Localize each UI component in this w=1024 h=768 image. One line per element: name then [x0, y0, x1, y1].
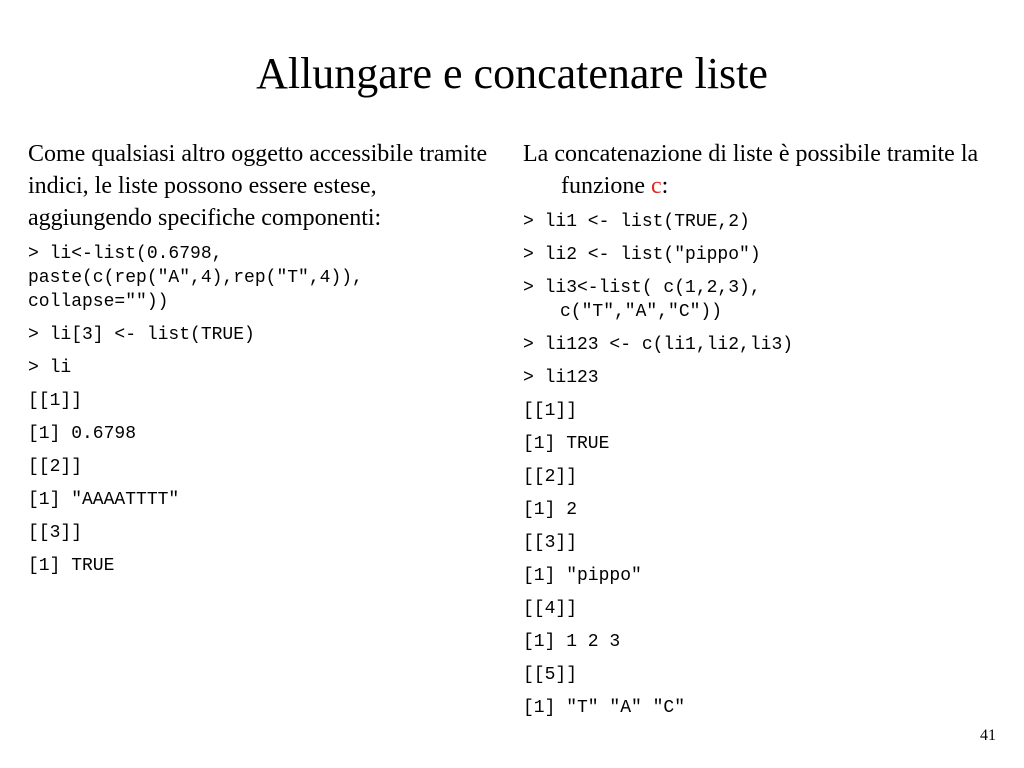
output-line: [1] "AAAATTTT"	[28, 490, 180, 510]
right-code-block	[523, 210, 1003, 720]
output-line: [[4]]	[523, 599, 578, 619]
code-line: > li3<-list( c(1,2,3), c("T","A","C"))	[523, 278, 772, 322]
code-line: > li123	[523, 368, 599, 388]
right-intro-text	[523, 138, 1003, 202]
output-line: [[2]]	[523, 467, 578, 487]
output-line: [[3]]	[523, 533, 578, 553]
code-line: > li2 <- list("pippo")	[523, 245, 761, 265]
left-code-block	[28, 242, 498, 578]
output-line: [1] TRUE	[523, 434, 610, 454]
right-column	[523, 138, 1003, 729]
output-line: [[1]]	[523, 401, 578, 421]
output-line: [1] "T" "A" "C"	[523, 698, 686, 718]
code-line: > li[3] <- list(TRUE)	[28, 325, 255, 345]
right-intro-colon: :	[661, 173, 669, 199]
code-line: > li1 <- list(TRUE,2)	[523, 212, 750, 232]
slide-title: Allungare e concatenare liste	[256, 49, 768, 98]
right-intro-main: La concatenazione di liste è possibile tramite la funzione	[523, 141, 979, 199]
code-line: > li	[28, 358, 72, 378]
output-line: [1] TRUE	[28, 556, 115, 576]
left-intro-text: Come qualsiasi altro oggetto accessibile tramite indici, le liste possono essere estese, aggiungendo specifiche componenti:	[28, 141, 488, 231]
left-column	[28, 138, 498, 587]
output-line: [[5]]	[523, 665, 578, 685]
output-line: [[1]]	[28, 391, 83, 411]
output-line: [[3]]	[28, 523, 83, 543]
output-line: [1] 0.6798	[28, 424, 137, 444]
output-line: [1] "pippo"	[523, 566, 642, 586]
output-line: [1] 1 2 3	[523, 632, 621, 652]
code-line: > li<-list(0.6798, paste(c(rep("A",4),rep("T",4)), collapse=""))	[28, 244, 374, 312]
function-name-c: c	[650, 173, 662, 199]
page-number: 41	[980, 727, 996, 744]
output-line: [[2]]	[28, 457, 83, 477]
output-line: [1] 2	[523, 500, 578, 520]
code-line: > li123 <- c(li1,li2,li3)	[523, 335, 794, 355]
